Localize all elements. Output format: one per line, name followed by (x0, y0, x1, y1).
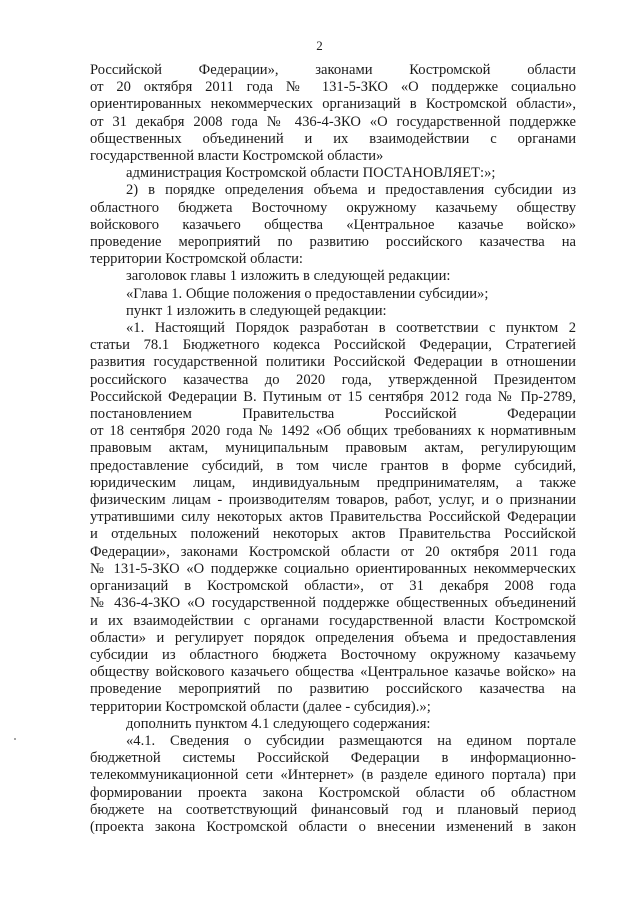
text-line: (проекта закона Костромской области о внесении изменений в закон (90, 818, 576, 835)
text-line: организаций в Костромской области», от 31 декабря 2008 года (90, 578, 576, 595)
text-line: пункт 1 изложить в следующей редакции: (126, 302, 387, 319)
text-line: дополнить пунктом 4.1 следующего содержания: (126, 715, 431, 732)
page-number: 2 (316, 38, 323, 53)
text-line: бюджете на соответствующий финансовый год и плановый период (90, 801, 576, 818)
text-line: территории Костромской области (далее - субсидия).»; (90, 698, 431, 715)
text-line: общественных объединений и их взаимодействии с органами (90, 130, 576, 147)
text-line: Российской Федерации», законами Костромской области (90, 62, 576, 78)
text-line: проведение мероприятий по развитию российского казачества на (90, 681, 576, 698)
text-line: российского казачества до 2020 года, утвержденной Президентом (90, 371, 576, 388)
text-line: и их взаимодействии с органами государственной власти Костромской (90, 612, 576, 629)
text-line: заголовок главы 1 изложить в следующей редакции: (126, 268, 451, 285)
text-line: администрация Костромской области ПОСТАНОВЛЯЕТ:»; (126, 165, 496, 182)
text-line: бюджетной системы Российской Федерации в информационно- (90, 750, 576, 767)
text-line: войскового казачьего общества «Центральное казачье войско» (90, 216, 576, 233)
text-line: телекоммуникационной сети «Интернет» (в разделе единого портала) при (90, 767, 576, 784)
text-line: Федерации», законами Костромской области от 20 октября 2011 года (90, 543, 576, 560)
scan-speck (14, 738, 16, 740)
text-line: развития государственной политики Российской Федерации в отношении (90, 354, 576, 371)
text-line: ориентированных некоммерческих организаций в Костромской области», (90, 96, 576, 113)
text-line: «1. Настоящий Порядок разработан в соответствии с пунктом 2 (126, 320, 576, 337)
text-line: «Глава 1. Общие положения о предоставлении субсидии»; (126, 285, 489, 302)
text-line: правовым актам, муниципальным правовым актам, регулирующим (90, 440, 576, 457)
text-line: предоставление субсидий, в том числе грантов в форме субсидий, (90, 457, 576, 474)
text-line: постановлением Правительства Российской Федерации (90, 406, 576, 423)
text-line: юридическим лицам, индивидуальным предпринимателям, а также (90, 474, 576, 491)
text-line: Российской Федерации В. Путиным от 15 сентября 2012 года № Пр-2789, (90, 388, 576, 405)
text-line: формировании проекта закона Костромской области об областном (90, 784, 576, 801)
text-line: № 131-5-ЗКО «О поддержке социально ориентированных некоммерческих (90, 560, 576, 577)
text-line: проведение мероприятий по развитию российского казачества на (90, 234, 576, 251)
text-line: государственной власти Костромской области» (90, 148, 384, 165)
text-line: физическим лицам - производителям товаров, работ, услуг, и о признании (90, 492, 576, 509)
text-line: области» и регулирует порядок определения объема и предоставления (90, 629, 576, 646)
text-line: статьи 78.1 Бюджетного кодекса Российской Федерации, Стратегией (90, 337, 576, 354)
text-line: и отдельных положений некоторых актов Правительства Российской (90, 526, 576, 543)
text-line: утратившими силу некоторых актов Правительства Российской Федерации (90, 509, 576, 526)
text-line: от 20 октября 2011 года № 131-5-ЗКО «О поддержке социально (90, 79, 576, 96)
text-line: субсидии из областного бюджета Восточному окружному казачьему (90, 646, 576, 663)
text-line: областного бюджета Восточному окружному казачьему обществу (90, 199, 576, 216)
document-body (90, 62, 576, 836)
text-line: обществу войскового казачьего общества «Центральное казачье войско» на (90, 664, 576, 681)
text-line: от 31 декабря 2008 года № 436-4-ЗКО «О государственной поддержке (90, 113, 576, 130)
text-line: «4.1. Сведения о субсидии размещаются на едином портале (126, 732, 576, 749)
text-line: территории Костромской области: (90, 251, 303, 268)
text-line: 2) в порядке определения объема и предоставления субсидии из (126, 182, 576, 199)
text-line: от 18 сентября 2020 года № 1492 «Об общих требованиях к нормативным (90, 423, 576, 440)
text-line: № 436-4-ЗКО «О государственной поддержке общественных объединений (90, 595, 576, 612)
